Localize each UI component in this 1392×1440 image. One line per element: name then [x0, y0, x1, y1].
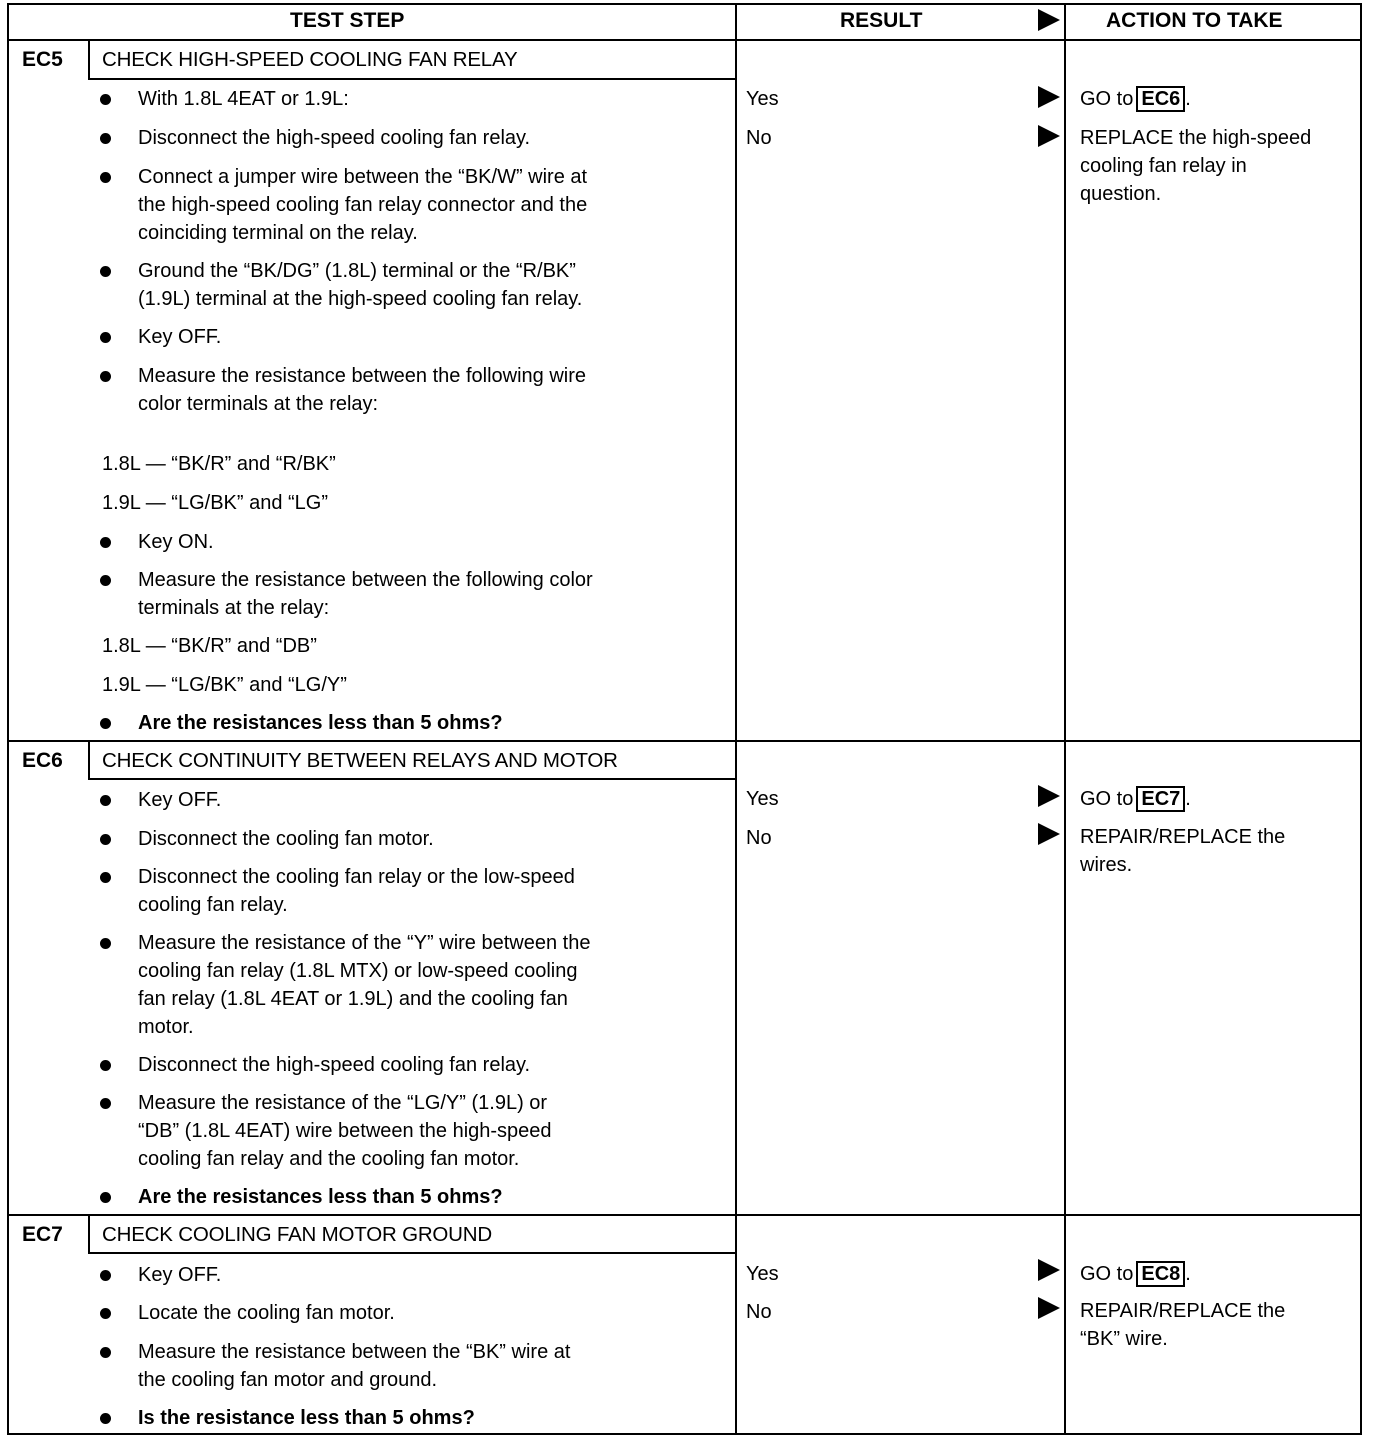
wire-spec-line: 1.8L — “BK/R” and “DB” [102, 635, 317, 657]
bullet-icon [100, 1060, 111, 1071]
wire-spec-line: 1.9L — “LG/BK” and “LG” [102, 492, 329, 514]
bullet-icon [100, 938, 111, 949]
bullet-icon [100, 172, 111, 183]
arrow-right-icon [1038, 125, 1060, 147]
bullet-icon [100, 332, 111, 343]
bullet-icon [100, 795, 111, 806]
bullet-icon [100, 537, 111, 548]
result-header: RESULT [840, 9, 923, 32]
ec6-title-underline [90, 778, 736, 780]
step-id: EC6 [22, 749, 63, 772]
bullet-icon [100, 575, 111, 586]
action-no: REPAIR/REPLACE the wires. [1080, 826, 1286, 876]
step-separator-ec6 [7, 740, 1362, 742]
ec7-title-underline [90, 1252, 736, 1254]
result-no: No [746, 1301, 772, 1323]
step-reference-box[interactable]: EC7 [1136, 786, 1185, 812]
result-yes: Yes [746, 788, 779, 810]
bullet-icon [100, 834, 111, 845]
action-yes: GO to EC7 . [1080, 788, 1191, 810]
result-yes: Yes [746, 1263, 779, 1285]
step-id: EC5 [22, 48, 63, 71]
bullet-icon [100, 1413, 111, 1424]
header-arrow-icon [1038, 9, 1060, 31]
bullet-icon [100, 1308, 111, 1319]
bullet-icon [100, 266, 111, 277]
arrow-right-icon [1038, 823, 1060, 845]
result-yes: Yes [746, 88, 779, 110]
table-left-border [7, 3, 9, 1435]
bullet-icon [100, 872, 111, 883]
arrow-right-icon [1038, 86, 1060, 108]
ec5-title-underline [90, 78, 736, 80]
bullet-icon [100, 133, 111, 144]
action-no: REPAIR/REPLACE the “BK” wire. [1080, 1300, 1286, 1350]
bullet-icon [100, 371, 111, 382]
wire-spec-line: 1.8L — “BK/R” and “R/BK” [102, 453, 336, 475]
step-title: CHECK COOLING FAN MOTOR GROUND [102, 1223, 492, 1246]
wire-spec-line: 1.9L — “LG/BK” and “LG/Y” [102, 674, 347, 696]
action-header: ACTION TO TAKE [1106, 9, 1283, 32]
step-separator-ec7 [7, 1214, 1362, 1216]
test-step-header: TEST STEP [290, 9, 405, 32]
arrow-right-icon [1038, 1297, 1060, 1319]
action-yes: GO to EC8 . [1080, 1263, 1191, 1285]
result-no: No [746, 127, 772, 149]
step-title: CHECK CONTINUITY BETWEEN RELAYS AND MOTOR [102, 749, 618, 772]
table-right-border [1360, 3, 1362, 1435]
arrow-right-icon [1038, 1259, 1060, 1281]
ec7-id-divider [88, 1215, 90, 1254]
step-reference-box[interactable]: EC6 [1136, 86, 1185, 112]
step-id: EC7 [22, 1223, 63, 1246]
diagnostic-table: TEST STEP RESULT ACTION TO TAKE EC5 CHECK HIGH-SPEED COOLING FAN RELAY With 1.8L 4EAT or 1.9L: Disconnect the high-speed cooling fan relay. Connect a jumper wire between the “BK/W” wire at the high-speed cooling fan relay connector and the coinciding terminal on the relay. Ground the “BK/DG” (1.8L) terminal or the “R/BK” (1.9L) terminal at the high-speed cooling fan relay. Key OFF. Measure the resistance between the following wire color terminals at the relay: 1.8L — “BK/R” and “R/BK” 1.9L — “LG/BK” and “LG” Key ON. Measure the resistance between the following color terminals at the relay: 1.8L — “BK/R” and “DB” 1.9L — “LG/BK” and “LG/Y” Are the resistances less than 5 ohms? Yes No GO to EC6 . REPLACE the high-speed cooling fan relay in question. EC6 CHECK CONTINUITY BETWEEN RELAYS AND MOTOR Key OFF. Disconnect the cooling fan motor. Disconnect the cooling fan relay or the low-speed cooling fan relay. Measure the resistance of the “Y” wire between the cooling fan relay (1.8L MTX) or low-speed cooling fan relay (1.8L 4EAT or 1.9L) and the cooling fan motor. Disconnect the high-speed cooling fan relay. Measure the resistance of the “LG/Y” (1.9L) or “DB” (1.8L 4EAT) wire between the high-speed cooling fan relay and the cooling fan motor. Are the resistances less than 5 ohms? Yes No GO to EC7 . REPAIR/REPLACE the wires. EC7 CHECK COOLING FAN MOTOR GROUND Key OFF. Locate the cooling fan motor. Measure the resistance between the “BK” wire at the cooling fan motor and ground. Is the resistance less than 5 ohms? Yes No GO to EC8 . REPAIR/REPLACE the “BK” wire. [0, 0, 1392, 1440]
header-divider [7, 39, 1362, 41]
bullet-icon [100, 1270, 111, 1281]
table-top-border [7, 3, 1362, 5]
action-no: REPLACE the high-speed cooling fan relay in question. [1080, 127, 1312, 205]
bullet-icon [100, 1192, 111, 1203]
table-bottom-border [7, 1433, 1362, 1435]
bullet-icon [100, 1347, 111, 1358]
result-no: No [746, 827, 772, 849]
ec6-id-divider [88, 741, 90, 780]
action-yes: GO to EC6 . [1080, 88, 1191, 110]
result-column-left-border [735, 3, 737, 1435]
arrow-right-icon [1038, 785, 1060, 807]
bullet-icon [100, 1098, 111, 1109]
bullet-icon [100, 94, 111, 105]
ec5-id-divider [88, 40, 90, 80]
bullet-icon [100, 718, 111, 729]
step-reference-box[interactable]: EC8 [1136, 1261, 1185, 1287]
step-title: CHECK HIGH-SPEED COOLING FAN RELAY [102, 48, 518, 71]
action-column-left-border [1064, 3, 1066, 1435]
